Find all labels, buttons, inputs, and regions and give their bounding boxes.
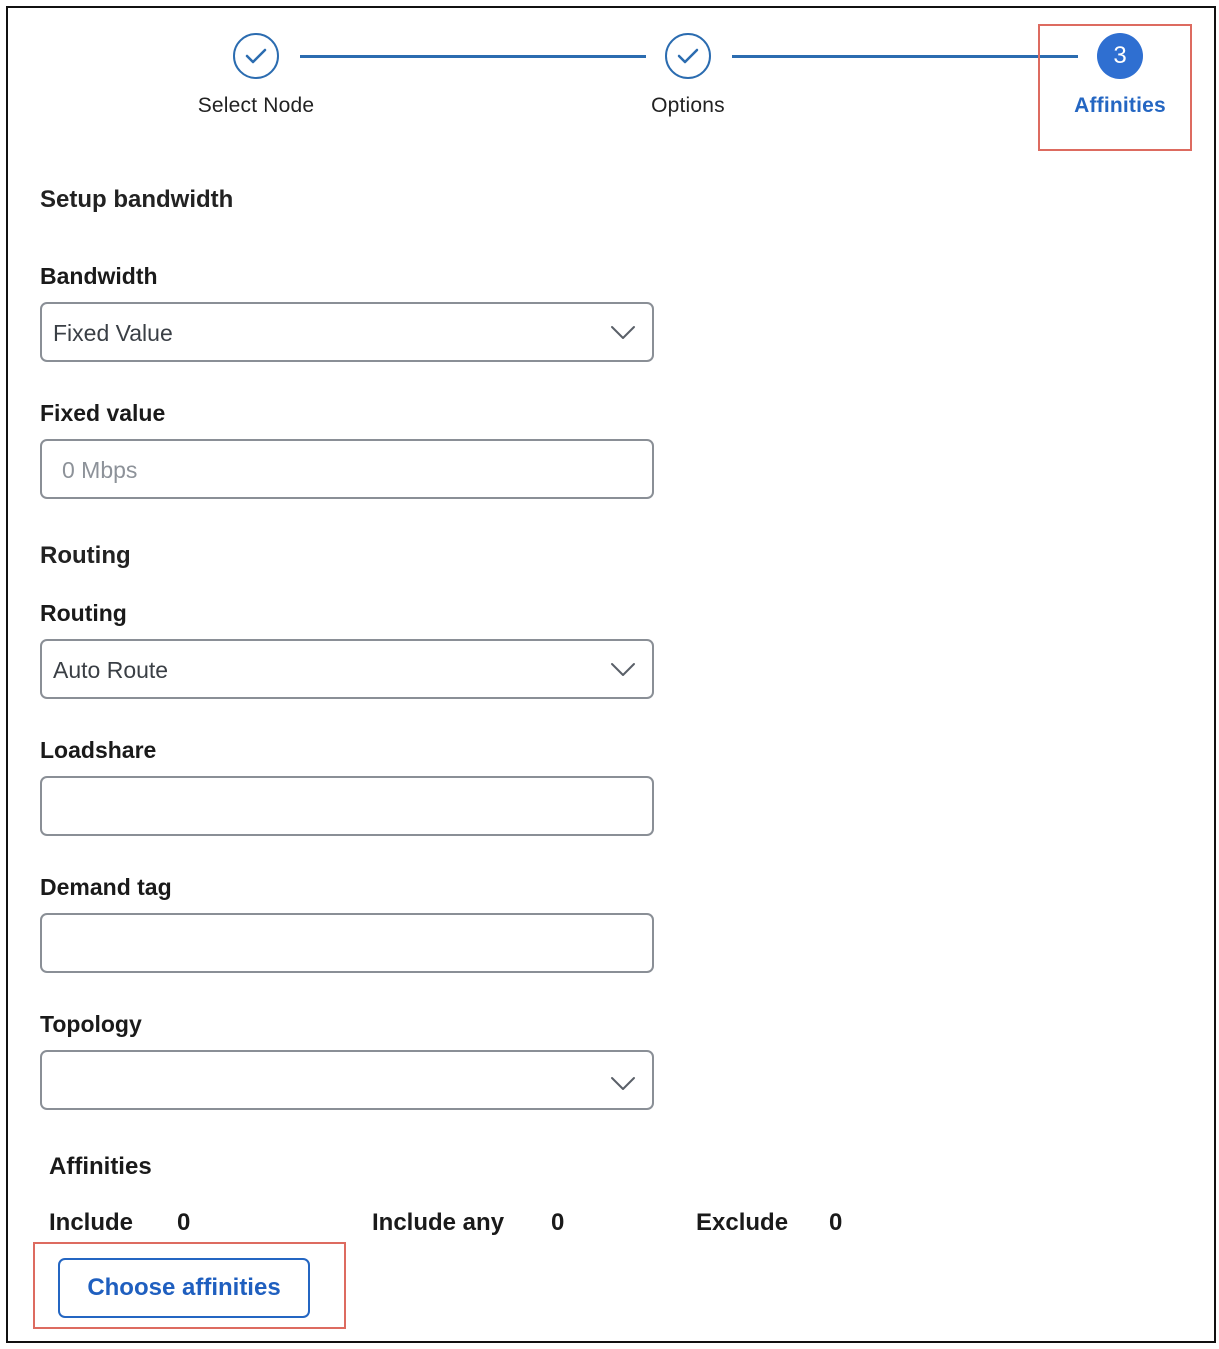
exclude-count: 0 xyxy=(829,1209,843,1236)
chevron-down-icon xyxy=(610,322,636,342)
routing-select[interactable] xyxy=(40,639,654,699)
include-any-label: Include any xyxy=(372,1209,505,1236)
include-label: Include xyxy=(49,1209,134,1236)
setup-bandwidth-heading: Setup bandwidth xyxy=(40,186,234,213)
demand-tag-label: Demand tag xyxy=(40,874,172,900)
topology-label: Topology xyxy=(40,1011,142,1037)
step-affinities-label[interactable]: Affinities xyxy=(1074,94,1166,117)
fixed-value-input[interactable] xyxy=(40,439,654,499)
check-icon xyxy=(677,47,699,65)
chevron-down-icon xyxy=(610,659,636,679)
include-count: 0 xyxy=(177,1209,191,1236)
bandwidth-select-value: Fixed Value xyxy=(53,320,173,346)
step-connector-2 xyxy=(732,55,1078,58)
step-connector-1 xyxy=(300,55,646,58)
routing-select-value: Auto Route xyxy=(53,657,169,683)
topology-select[interactable] xyxy=(40,1050,654,1110)
exclude-label: Exclude xyxy=(696,1209,789,1236)
loadshare-label: Loadshare xyxy=(40,737,157,763)
chevron-down-icon xyxy=(610,1073,636,1093)
demand-tag-input[interactable] xyxy=(40,913,654,973)
routing-heading: Routing xyxy=(40,542,131,569)
choose-affinities-button[interactable]: Choose affinities xyxy=(58,1258,310,1318)
wizard-panel xyxy=(6,6,1216,1343)
fixed-value-placeholder: 0 Mbps xyxy=(62,457,138,483)
step-options-circle[interactable] xyxy=(665,33,711,79)
step-options-label[interactable]: Options xyxy=(651,94,725,117)
step-select-node-label[interactable]: Select Node xyxy=(197,94,315,117)
include-any-count: 0 xyxy=(551,1209,565,1236)
step-select-node-circle[interactable] xyxy=(233,33,279,79)
step-affinities-circle[interactable]: 3 xyxy=(1097,33,1143,79)
loadshare-input[interactable] xyxy=(40,776,654,836)
bandwidth-select[interactable] xyxy=(40,302,654,362)
fixed-value-label: Fixed value xyxy=(40,400,166,426)
check-icon xyxy=(245,47,267,65)
bandwidth-label: Bandwidth xyxy=(40,263,158,289)
active-step-highlight xyxy=(1038,24,1192,151)
affinities-heading: Affinities xyxy=(49,1153,152,1180)
wizard-stepper xyxy=(8,8,1214,158)
routing-label: Routing xyxy=(40,600,127,626)
